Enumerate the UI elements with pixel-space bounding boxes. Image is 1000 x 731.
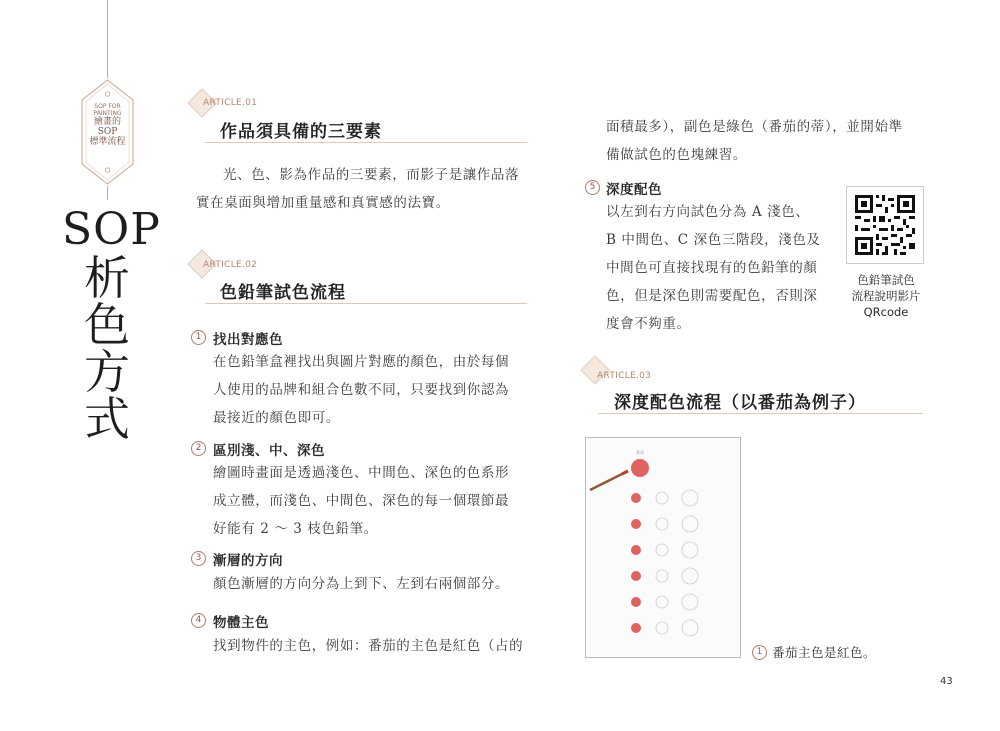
item-3-number: 3 [191, 551, 206, 566]
svg-text:番茄: 番茄 [636, 450, 644, 455]
item-4-cont-line-1: 面積最多），副色是綠色（番茄的蒂），並開始準 [606, 119, 903, 135]
item-5-line-2: B 中間色、C 深色三階段，淺色及 [606, 232, 821, 248]
item-1-line-3: 最接近的顏色即可。 [213, 410, 340, 426]
qr-caption [838, 272, 934, 320]
article-03-tag: ARTICLE.03 [597, 371, 652, 381]
badge-en-2: PAINTING [93, 110, 122, 117]
article-03-title: 深度配色流程（以番茄為例子） [614, 393, 866, 413]
item-5-line-3: 中間色可直接找現有的色鉛筆的顏 [606, 260, 818, 276]
qr-caption-line-2: 流程說明影片 [851, 289, 921, 303]
chapter-title-char-4: 式 [84, 392, 130, 446]
item-1-heading: 找出對應色 [213, 332, 283, 348]
decorative-line-top [107, 0, 108, 78]
pencil-icon [590, 472, 626, 490]
article-02-rule [205, 303, 527, 304]
item-2-line-1: 繪圖時畫面是透過淺色、中間色、深色的色系形 [213, 465, 510, 481]
item-5-body [606, 198, 836, 338]
item-1-body [213, 348, 543, 432]
item-4-heading: 物體主色 [213, 615, 269, 631]
article-01-title: 作品須具備的三要素 [220, 122, 382, 142]
item-4-line-1: 找到物件的主色，例如：番茄的主色是紅色（占的 [213, 638, 524, 654]
item-5-heading: 深度配色 [606, 182, 662, 198]
article-01-tag: ARTICLE.01 [203, 98, 258, 108]
item-3-heading: 漸層的方向 [213, 553, 283, 569]
swatch-illustration [586, 438, 740, 657]
item-2-body [213, 459, 543, 543]
item-4-cont-line-2: 備做試色的色塊練習。 [606, 147, 747, 163]
qr-caption-line-3: QRcode [863, 305, 909, 319]
badge-en-1: SOP FOR [94, 103, 121, 110]
item-2-line-2: 成立體，而淺色、中間色、深色的每一個環節最 [213, 493, 510, 509]
badge-text [80, 103, 135, 147]
article-03-rule [598, 413, 923, 414]
chapter-title-char-3: 方 [84, 345, 130, 399]
article-02-title: 色鉛筆試色流程 [220, 283, 346, 303]
caption-number: 1 [752, 645, 767, 660]
qr-code-image [847, 187, 923, 263]
swatch-photo [585, 437, 741, 658]
chapter-title-char-2: 色 [84, 298, 130, 352]
article-01-line-1: 光、色、影為作品的三要素，而影子是讓作品落 [223, 167, 520, 183]
page-number: 43 [940, 676, 953, 687]
item-2-line-3: 好能有 2 ～ 3 枝色鉛筆。 [213, 521, 378, 537]
item-5-number: 5 [585, 180, 600, 195]
item-5-line-5: 度會不夠重。 [606, 316, 691, 332]
chapter-title-char-1: 析 [84, 251, 130, 305]
article-01-line-2: 實在桌面與增加重量感和真實感的法寶。 [196, 195, 450, 211]
item-2-heading: 區別淺、中、深色 [213, 443, 325, 459]
article-01-body [196, 161, 536, 217]
item-3-line-1: 顏色漸層的方向分為上到下、左到右兩個部分。 [213, 576, 510, 592]
badge-zh-2: SOP [97, 127, 118, 137]
article-02-tag: ARTICLE.02 [203, 260, 258, 270]
item-4-number: 4 [191, 613, 206, 628]
chapter-title-sop: SOP [62, 204, 161, 255]
swatch-caption: 番茄主色是紅色。 [772, 645, 877, 660]
item-5-line-1: 以左到右方向試色分為 A 淺色、 [606, 204, 810, 220]
badge-zh-3: 標準流程 [89, 137, 126, 147]
qr-caption-line-1: 色鉛筆試色 [857, 273, 915, 287]
item-1-number: 1 [191, 330, 206, 345]
item-4-body [213, 632, 543, 660]
chapter-title [62, 204, 161, 446]
badge-zh-1: 繪畫的 [93, 117, 121, 127]
item-1-line-2: 人使用的品牌和組合色數不同，只要找到你認為 [213, 382, 510, 398]
decorative-line-bottom [107, 186, 108, 200]
item-4-continuation [606, 113, 936, 169]
item-3-body [213, 570, 543, 598]
item-2-number: 2 [191, 441, 206, 456]
item-1-line-1: 在色鉛筆盒裡找出與圖片對應的顏色，由於每個 [213, 354, 510, 370]
qr-code[interactable] [846, 186, 924, 264]
item-5-line-4: 色，但是深色則需要配色，否則深 [606, 288, 818, 304]
article-01-rule [205, 142, 527, 143]
